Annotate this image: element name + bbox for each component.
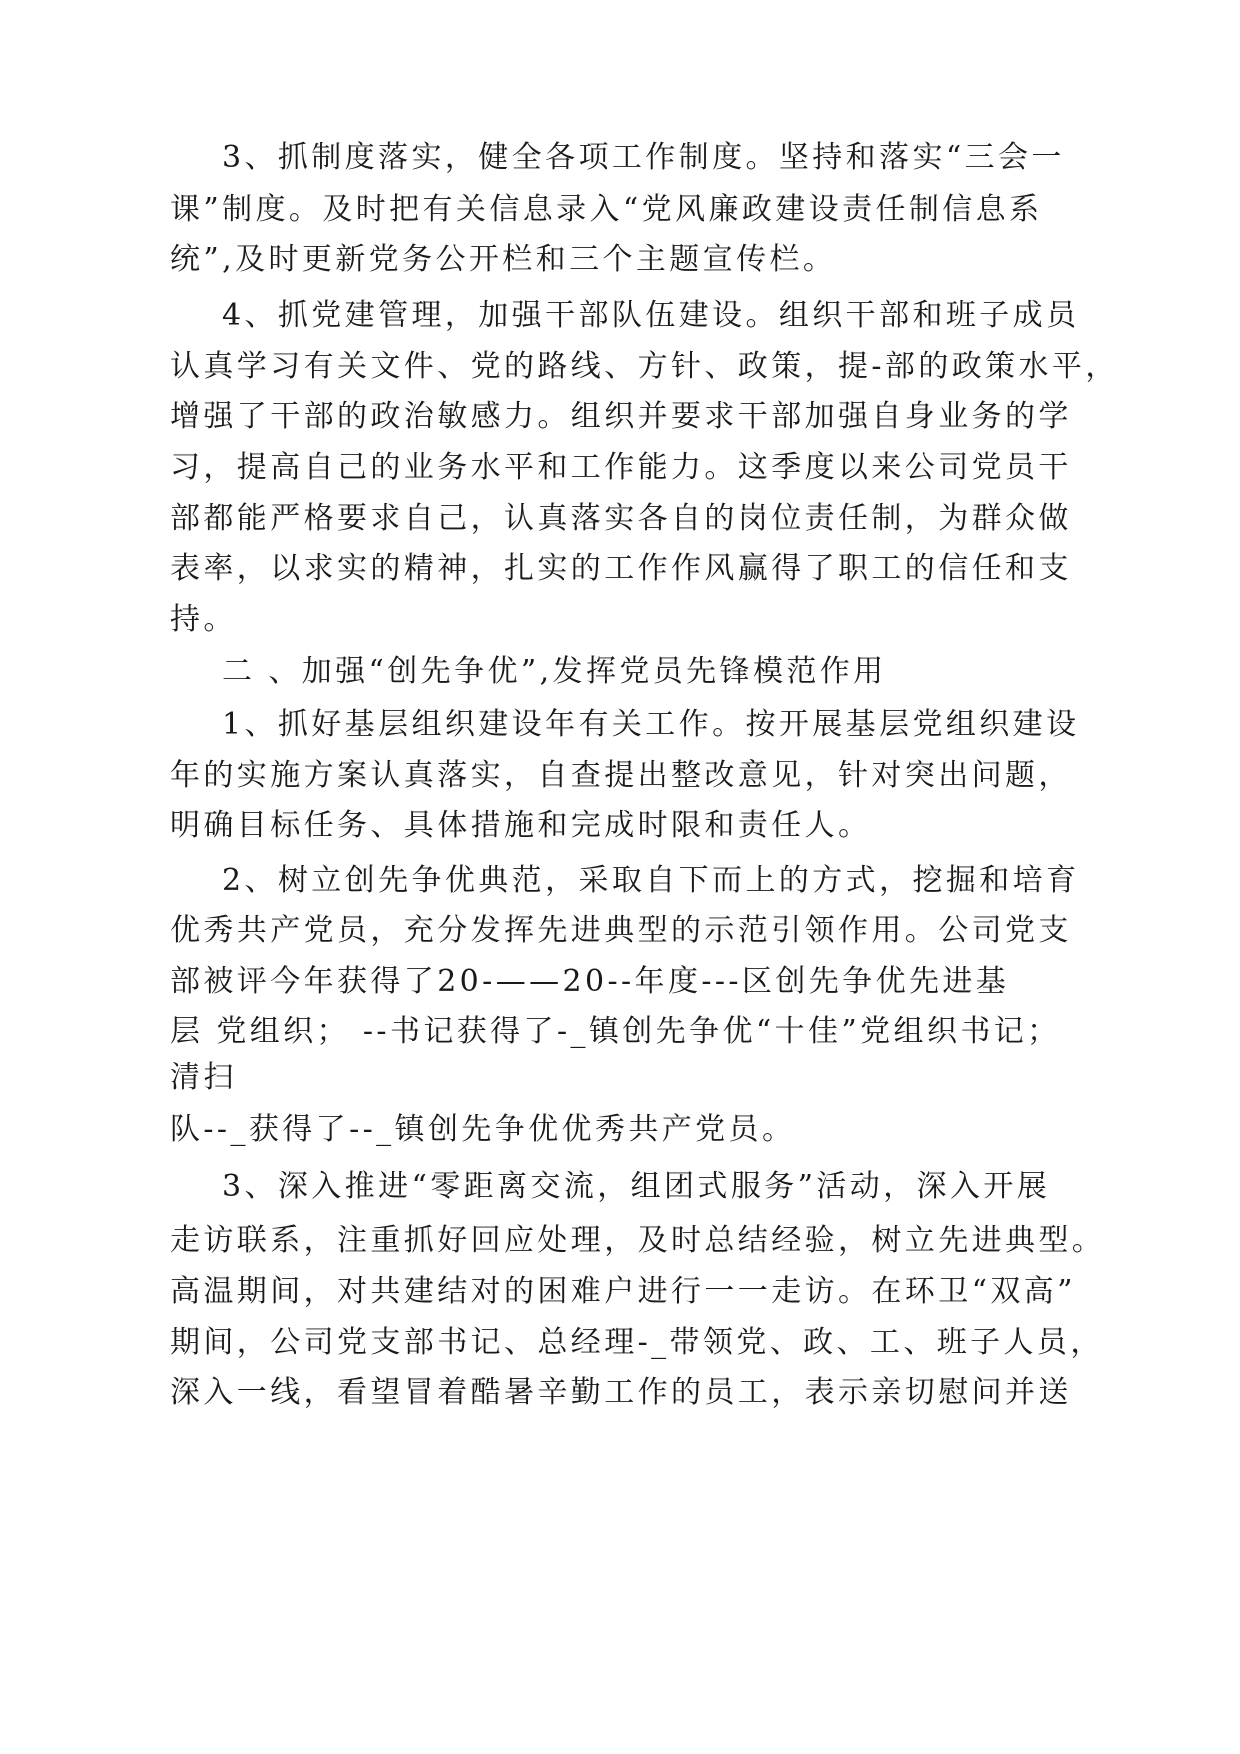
text-line: 统”,及时更新党务公开栏和三个主题宣传栏。	[170, 242, 837, 277]
text-line: 部被评今年获得了20-——20--年度---区创先争优先进基	[170, 964, 1010, 999]
text-line: 队--_获得了--_镇创先争优优秀共产党员。	[170, 1112, 796, 1147]
text-line: 3、深入推进“零距离交流，组团式服务”活动，深入开展	[222, 1169, 1051, 1204]
text-line: 3、抓制度落实，健全各项工作制度。坚持和落实“三会一	[222, 140, 1065, 175]
text-line: 课”制度。及时把有关信息录入“党风廉政建设责任制信息系	[170, 192, 1043, 227]
text-line: 期间，公司党支部书记、总经理-_带领党、政、工、班子人员，	[170, 1325, 1104, 1360]
text-line: 增强了干部的政治敏感力。组织并要求干部加强自身业务的学	[170, 399, 1072, 434]
text-line: 明确目标任务、具体措施和完成时限和责任人。	[170, 808, 872, 843]
text-line: 深入一线，看望冒着酷暑辛勤工作的员工，表示亲切慰问并送	[170, 1375, 1072, 1410]
text-line: 习，提高自己的业务水平和工作能力。这季度以来公司党员干	[170, 450, 1072, 485]
section-heading: 二 、加强“创先争优”,发挥党员先锋模范作用	[222, 654, 887, 689]
text-line: 认真学习有关文件、党的路线、方针、政策，提-部的政策水平，	[170, 349, 1119, 384]
text-line: 层 党组织； --书记获得了-_镇创先争优“十佳”党组织书记；	[170, 1014, 1061, 1049]
text-line: 部都能严格要求自己，认真落实各自的岗位责任制，为群众做	[170, 501, 1072, 536]
text-line: 高温期间，对共建结对的困难户进行一一走访。在环卫“双高”	[170, 1274, 1076, 1309]
text-line: 2、树立创先争优典范，采取自下而上的方式，挖掘和培育	[222, 863, 1080, 898]
text-line: 年的实施方案认真落实，自查提出整改意见，针对突出问题，	[170, 758, 1072, 793]
text-line: 表率，以求实的精神，扎实的工作作风赢得了职工的信任和支	[170, 551, 1072, 586]
text-line: 4、抓党建管理，加强干部队伍建设。组织干部和班子成员	[222, 298, 1080, 333]
text-line: 走访联系，注重抓好回应处理，及时总结经验，树立先进典型。	[170, 1223, 1106, 1258]
text-line: 优秀共产党员，充分发挥先进典型的示范引领作用。公司党支	[170, 913, 1072, 948]
text-line: 持。	[170, 602, 237, 637]
text-line: 1、抓好基层组织建设年有关工作。按开展基层党组织建设	[222, 707, 1080, 742]
text-line: 清扫	[170, 1060, 237, 1095]
